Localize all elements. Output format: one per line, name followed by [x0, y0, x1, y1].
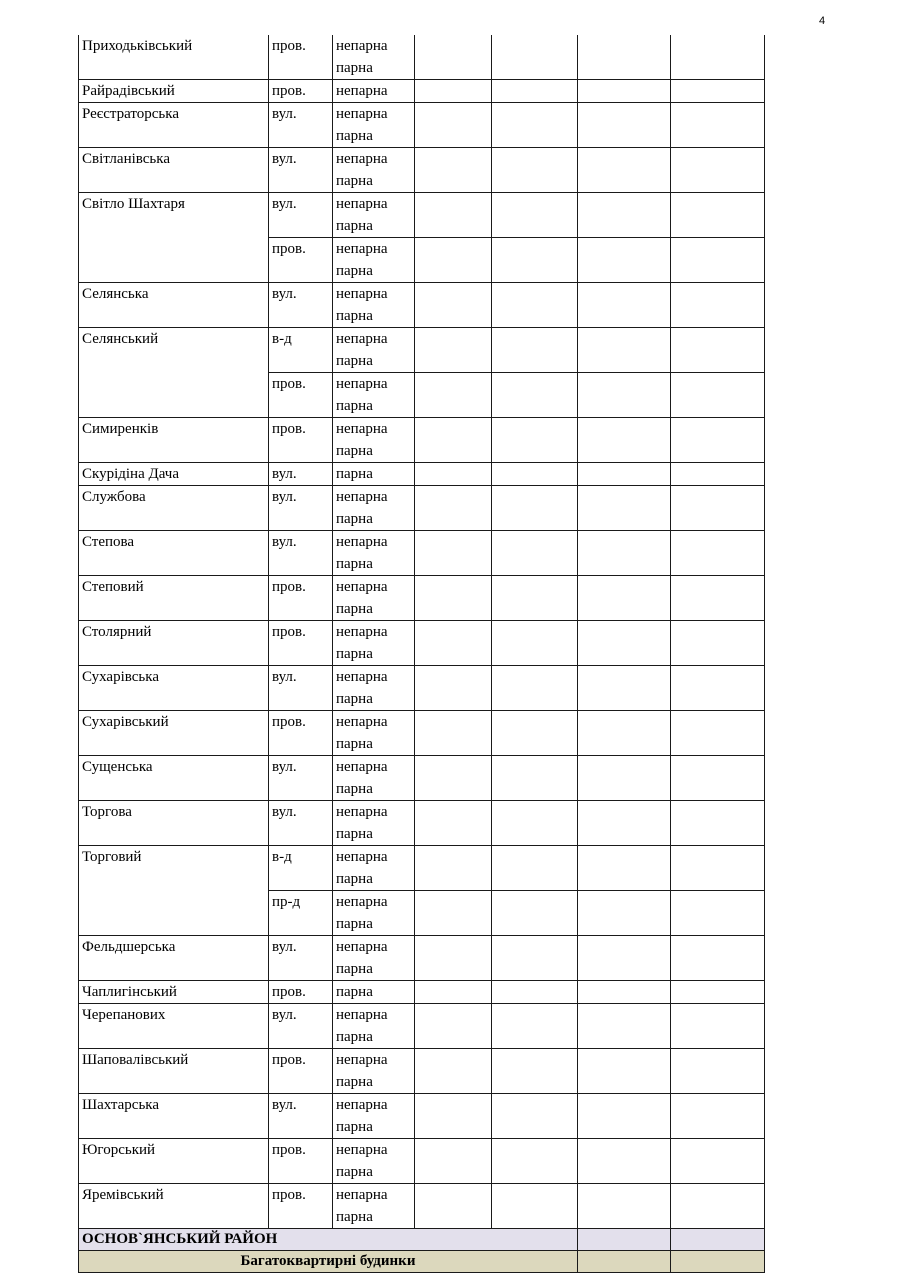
empty-cell — [492, 1094, 578, 1139]
parity-value: парна — [336, 556, 373, 572]
empty-cell — [578, 373, 671, 418]
parity-value: парна — [336, 353, 373, 369]
empty-cell — [492, 846, 578, 891]
street-type: вул. — [269, 148, 333, 193]
parity-value: непарна — [336, 421, 388, 437]
street-name: Шахтарська — [79, 1094, 269, 1139]
table-row — [79, 621, 765, 666]
parity-cell — [333, 801, 415, 846]
empty-cell — [492, 35, 578, 80]
empty-cell — [578, 801, 671, 846]
empty-cell — [578, 148, 671, 193]
empty-cell — [492, 1049, 578, 1094]
empty-cell — [492, 981, 578, 1004]
parity-cell — [333, 756, 415, 801]
empty-cell — [415, 621, 492, 666]
empty-cell — [671, 981, 765, 1004]
empty-cell — [415, 1049, 492, 1094]
empty-cell — [415, 148, 492, 193]
parity-cell — [333, 531, 415, 576]
empty-cell — [492, 1139, 578, 1184]
street-type: вул. — [269, 1094, 333, 1139]
parity-value: непарна — [336, 38, 388, 54]
empty-cell — [671, 711, 765, 756]
parity-cell — [333, 1049, 415, 1094]
parity-cell — [333, 1004, 415, 1049]
empty-cell — [492, 148, 578, 193]
empty-cell — [578, 418, 671, 463]
street-name: Селянська — [79, 283, 269, 328]
empty-cell — [578, 621, 671, 666]
parity-value: парна — [336, 916, 373, 932]
parity-value: парна — [336, 601, 373, 617]
empty-cell — [492, 891, 578, 936]
empty-cell — [671, 238, 765, 283]
parity-cell — [333, 1184, 415, 1229]
table-row — [79, 756, 765, 801]
empty-cell — [415, 891, 492, 936]
empty-cell — [671, 80, 765, 103]
parity-cell — [333, 238, 415, 283]
parity-value: парна — [336, 1029, 373, 1045]
street-type: пров. — [269, 981, 333, 1004]
empty-cell — [415, 1094, 492, 1139]
parity-cell — [333, 621, 415, 666]
street-type: пров. — [269, 418, 333, 463]
parity-value: непарна — [336, 241, 388, 257]
section-title: Багатоквартирні будинки — [79, 1251, 578, 1273]
parity-cell — [333, 328, 415, 373]
empty-cell — [671, 846, 765, 891]
street-name: Світло Шахтаря — [79, 193, 269, 283]
parity-value: парна — [336, 466, 373, 482]
parity-value: парна — [336, 173, 373, 189]
empty-cell — [578, 35, 671, 80]
table-row — [79, 981, 765, 1004]
parity-value: парна — [336, 263, 373, 279]
table-row — [79, 80, 765, 103]
parity-value: непарна — [336, 624, 388, 640]
empty-cell — [671, 103, 765, 148]
parity-value: непарна — [336, 196, 388, 212]
street-name: Реєстраторська — [79, 103, 269, 148]
parity-value: парна — [336, 218, 373, 234]
empty-cell — [671, 148, 765, 193]
parity-value: непарна — [336, 1097, 388, 1113]
parity-value: непарна — [336, 804, 388, 820]
empty-cell — [578, 103, 671, 148]
table-row — [79, 936, 765, 981]
empty-cell — [671, 1139, 765, 1184]
parity-value: непарна — [336, 489, 388, 505]
parity-cell — [333, 1094, 415, 1139]
table-row — [79, 1004, 765, 1049]
table-row — [79, 576, 765, 621]
empty-cell — [578, 283, 671, 328]
parity-value: непарна — [336, 1187, 388, 1203]
district-title: ОСНОВ`ЯНСЬКИЙ РАЙОН — [79, 1229, 578, 1251]
street-type: пров. — [269, 1049, 333, 1094]
parity-value: парна — [336, 781, 373, 797]
empty-cell — [578, 238, 671, 283]
parity-value: парна — [336, 511, 373, 527]
district-cell — [671, 1229, 765, 1251]
street-name: Приходьківський — [79, 35, 269, 80]
parity-value: парна — [336, 1074, 373, 1090]
section-cell — [671, 1251, 765, 1273]
street-name: Яремівський — [79, 1184, 269, 1229]
parity-value: непарна — [336, 849, 388, 865]
table-row — [79, 283, 765, 328]
empty-cell — [415, 283, 492, 328]
empty-cell — [671, 328, 765, 373]
parity-cell — [333, 711, 415, 756]
table-row — [79, 35, 765, 80]
parity-value: парна — [336, 871, 373, 887]
empty-cell — [415, 576, 492, 621]
table-row — [79, 1049, 765, 1094]
empty-cell — [578, 486, 671, 531]
street-type: пров. — [269, 373, 333, 418]
table-row — [79, 1094, 765, 1139]
street-name: Степова — [79, 531, 269, 576]
parity-cell — [333, 486, 415, 531]
table-row — [79, 103, 765, 148]
empty-cell — [492, 103, 578, 148]
table-row — [79, 463, 765, 486]
parity-value: парна — [336, 826, 373, 842]
empty-cell — [671, 418, 765, 463]
empty-cell — [671, 621, 765, 666]
empty-cell — [492, 418, 578, 463]
parity-cell — [333, 103, 415, 148]
table-row — [79, 1184, 765, 1229]
street-type: пров. — [269, 35, 333, 80]
empty-cell — [578, 1139, 671, 1184]
empty-cell — [578, 80, 671, 103]
parity-value: непарна — [336, 894, 388, 910]
empty-cell — [492, 711, 578, 756]
parity-cell — [333, 981, 415, 1004]
empty-cell — [492, 238, 578, 283]
street-name: Торгова — [79, 801, 269, 846]
street-name: Фельдшерська — [79, 936, 269, 981]
parity-value: непарна — [336, 1052, 388, 1068]
street-name: Сухарівський — [79, 711, 269, 756]
parity-value: непарна — [336, 376, 388, 392]
street-type: вул. — [269, 1004, 333, 1049]
empty-cell — [578, 463, 671, 486]
street-type: вул. — [269, 756, 333, 801]
empty-cell — [415, 193, 492, 238]
empty-cell — [671, 193, 765, 238]
parity-cell — [333, 936, 415, 981]
empty-cell — [492, 1004, 578, 1049]
empty-cell — [415, 80, 492, 103]
street-type: пров. — [269, 80, 333, 103]
empty-cell — [415, 756, 492, 801]
empty-cell — [578, 891, 671, 936]
empty-cell — [415, 531, 492, 576]
table-row — [79, 801, 765, 846]
parity-value: парна — [336, 398, 373, 414]
empty-cell — [415, 666, 492, 711]
empty-cell — [578, 846, 671, 891]
empty-cell — [492, 486, 578, 531]
parity-value: непарна — [336, 1007, 388, 1023]
empty-cell — [492, 801, 578, 846]
street-name: Югорський — [79, 1139, 269, 1184]
street-name: Столярний — [79, 621, 269, 666]
empty-cell — [492, 621, 578, 666]
street-type: вул. — [269, 193, 333, 238]
parity-cell — [333, 418, 415, 463]
empty-cell — [578, 1004, 671, 1049]
empty-cell — [415, 801, 492, 846]
empty-cell — [415, 1004, 492, 1049]
parity-cell — [333, 35, 415, 80]
parity-cell — [333, 576, 415, 621]
parity-cell — [333, 148, 415, 193]
street-name: Симиренків — [79, 418, 269, 463]
empty-cell — [415, 711, 492, 756]
empty-cell — [578, 531, 671, 576]
parity-value: парна — [336, 646, 373, 662]
parity-cell — [333, 283, 415, 328]
parity-value: непарна — [336, 286, 388, 302]
empty-cell — [671, 463, 765, 486]
table-row — [79, 531, 765, 576]
parity-cell — [333, 1139, 415, 1184]
empty-cell — [671, 1004, 765, 1049]
table-row — [79, 486, 765, 531]
table-row — [79, 148, 765, 193]
street-table-body — [79, 35, 765, 1273]
parity-value: парна — [336, 1209, 373, 1225]
empty-cell — [415, 35, 492, 80]
section-row — [79, 1251, 765, 1273]
empty-cell — [578, 193, 671, 238]
empty-cell — [578, 576, 671, 621]
district-row — [79, 1229, 765, 1251]
section-cell — [578, 1251, 671, 1273]
table-row — [79, 418, 765, 463]
street-type: пров. — [269, 711, 333, 756]
street-table — [78, 35, 765, 1273]
empty-cell — [492, 531, 578, 576]
empty-cell — [578, 666, 671, 711]
parity-value: непарна — [336, 534, 388, 550]
empty-cell — [492, 328, 578, 373]
street-type: пров. — [269, 238, 333, 283]
empty-cell — [492, 373, 578, 418]
empty-cell — [578, 1094, 671, 1139]
street-type: пров. — [269, 1139, 333, 1184]
parity-value: парна — [336, 1119, 373, 1135]
empty-cell — [578, 1184, 671, 1229]
empty-cell — [492, 756, 578, 801]
empty-cell — [671, 891, 765, 936]
empty-cell — [415, 238, 492, 283]
empty-cell — [492, 283, 578, 328]
empty-cell — [578, 981, 671, 1004]
street-name: Селянський — [79, 328, 269, 418]
empty-cell — [578, 936, 671, 981]
parity-cell — [333, 846, 415, 891]
table-row — [79, 846, 765, 891]
street-type: вул. — [269, 463, 333, 486]
street-type: вул. — [269, 283, 333, 328]
empty-cell — [671, 35, 765, 80]
parity-value: непарна — [336, 331, 388, 347]
empty-cell — [492, 576, 578, 621]
parity-value: непарна — [336, 669, 388, 685]
street-name: Скурідіна Дача — [79, 463, 269, 486]
empty-cell — [671, 801, 765, 846]
parity-value: непарна — [336, 1142, 388, 1158]
empty-cell — [415, 936, 492, 981]
street-name: Черепанових — [79, 1004, 269, 1049]
empty-cell — [671, 531, 765, 576]
empty-cell — [415, 486, 492, 531]
street-type: пр-д — [269, 891, 333, 936]
street-type: вул. — [269, 666, 333, 711]
empty-cell — [492, 1184, 578, 1229]
empty-cell — [492, 80, 578, 103]
empty-cell — [578, 328, 671, 373]
empty-cell — [578, 711, 671, 756]
street-name: Шаповалівський — [79, 1049, 269, 1094]
empty-cell — [415, 103, 492, 148]
street-name: Степовий — [79, 576, 269, 621]
empty-cell — [415, 418, 492, 463]
table-row — [79, 666, 765, 711]
empty-cell — [415, 328, 492, 373]
street-type: вул. — [269, 801, 333, 846]
parity-value: парна — [336, 961, 373, 977]
table-row — [79, 711, 765, 756]
street-type: вул. — [269, 103, 333, 148]
parity-cell — [333, 463, 415, 486]
parity-value: непарна — [336, 151, 388, 167]
parity-cell — [333, 80, 415, 103]
parity-cell — [333, 373, 415, 418]
street-type: вул. — [269, 486, 333, 531]
empty-cell — [671, 1094, 765, 1139]
empty-cell — [415, 463, 492, 486]
empty-cell — [415, 1139, 492, 1184]
table-row — [79, 328, 765, 373]
empty-cell — [671, 1049, 765, 1094]
parity-value: парна — [336, 308, 373, 324]
parity-value: непарна — [336, 714, 388, 730]
street-type: вул. — [269, 531, 333, 576]
street-type: пров. — [269, 621, 333, 666]
street-name: Райрадівський — [79, 80, 269, 103]
empty-cell — [671, 486, 765, 531]
parity-value: парна — [336, 736, 373, 752]
empty-cell — [415, 846, 492, 891]
parity-value: парна — [336, 1164, 373, 1180]
empty-cell — [671, 283, 765, 328]
parity-value: непарна — [336, 759, 388, 775]
empty-cell — [671, 1184, 765, 1229]
parity-value: парна — [336, 984, 373, 1000]
street-name: Службова — [79, 486, 269, 531]
parity-value: парна — [336, 443, 373, 459]
street-type: пров. — [269, 1184, 333, 1229]
parity-value: парна — [336, 60, 373, 76]
street-type: в-д — [269, 328, 333, 373]
empty-cell — [671, 576, 765, 621]
parity-cell — [333, 666, 415, 711]
empty-cell — [671, 936, 765, 981]
empty-cell — [492, 463, 578, 486]
parity-cell — [333, 193, 415, 238]
empty-cell — [492, 193, 578, 238]
table-row — [79, 1139, 765, 1184]
parity-value: непарна — [336, 83, 388, 99]
street-name: Сущенська — [79, 756, 269, 801]
table-row — [79, 193, 765, 238]
parity-value: непарна — [336, 579, 388, 595]
parity-value: непарна — [336, 106, 388, 122]
parity-value: парна — [336, 691, 373, 707]
street-name: Сухарівська — [79, 666, 269, 711]
parity-value: парна — [336, 128, 373, 144]
street-name: Чаплигінський — [79, 981, 269, 1004]
parity-cell — [333, 891, 415, 936]
district-cell — [578, 1229, 671, 1251]
street-type: вул. — [269, 936, 333, 981]
empty-cell — [415, 1184, 492, 1229]
empty-cell — [415, 981, 492, 1004]
empty-cell — [578, 756, 671, 801]
street-type: в-д — [269, 846, 333, 891]
page-number: 4 — [819, 15, 826, 27]
street-name: Торговий — [79, 846, 269, 936]
empty-cell — [671, 756, 765, 801]
parity-value: непарна — [336, 939, 388, 955]
empty-cell — [492, 666, 578, 711]
empty-cell — [578, 1049, 671, 1094]
street-type: пров. — [269, 576, 333, 621]
empty-cell — [415, 373, 492, 418]
street-name: Світланівська — [79, 148, 269, 193]
empty-cell — [671, 666, 765, 711]
empty-cell — [492, 936, 578, 981]
empty-cell — [671, 373, 765, 418]
